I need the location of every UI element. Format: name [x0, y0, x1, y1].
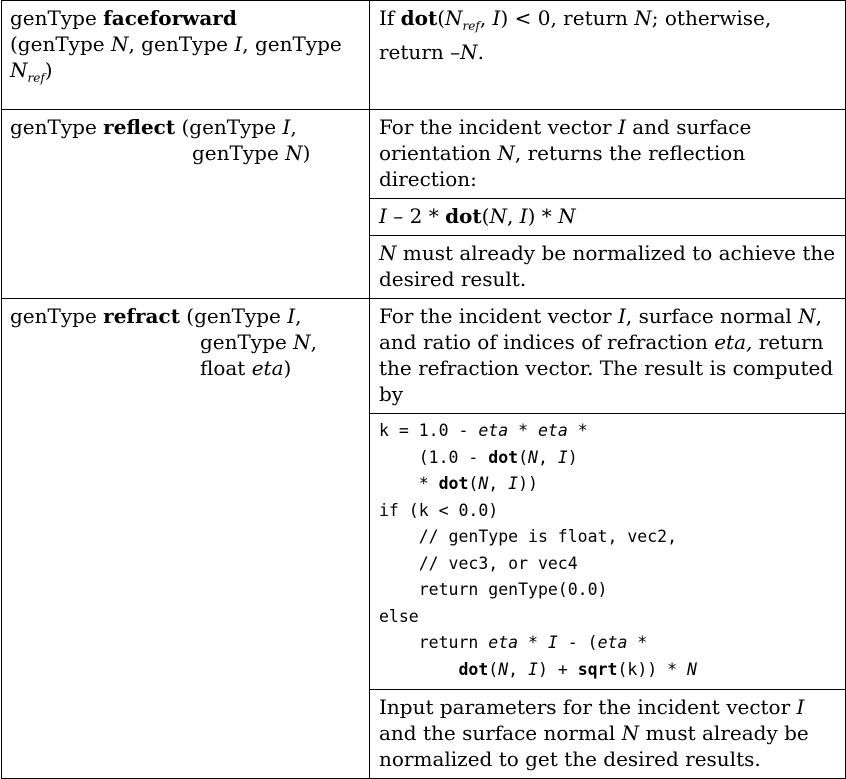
function-name-refract: refract — [103, 304, 180, 328]
table-row-reflect — [2, 110, 846, 299]
parameter-continuation: float eta) — [200, 356, 292, 380]
parameter-continuation: genType N, — [200, 330, 318, 354]
table-row-faceforward — [2, 1, 846, 110]
function-reference-table — [1, 0, 846, 779]
faceforward-description-line2: return –N. — [379, 40, 484, 64]
description-cell-refract — [370, 299, 846, 779]
return-type: genType — [10, 6, 97, 30]
description-cell-faceforward — [370, 1, 846, 110]
signature-line: genType refract (genType I, — [10, 304, 302, 328]
signature-cell-reflect — [2, 110, 370, 299]
refract-note: Input parameters for the incident vector I and the surface normal N must already be normalized to get the desired results. — [379, 695, 809, 771]
divider — [370, 689, 845, 690]
table-row-refract — [2, 299, 846, 779]
signature-cell-refract — [2, 299, 370, 779]
description-cell-reflect — [370, 110, 846, 299]
reflect-note: N must already be normalized to achieve the desired result. — [379, 241, 836, 291]
function-name-reflect: reflect — [103, 115, 176, 139]
signature-line — [10, 5, 361, 31]
divider — [370, 198, 845, 199]
refract-code-block: k = 1.0 - eta * eta * (1.0 - dot(N, I) * dot(N, I)) if (k < 0.0) // genType is float, vec2, // vec3, or vec4 return genType(0.0) else return eta * I - (eta * dot(N, I) + sqrt(k)) * N — [379, 421, 697, 679]
faceforward-description: If $dot(N_{ref}$, I) < 0, return N; otherwise, — [379, 6, 772, 33]
divider — [370, 413, 845, 414]
refract-description: For the incident vector I, surface normal N, and ratio of indices of refraction eta, return the refraction vector. The result is computed by — [379, 304, 834, 406]
reflect-description: For the incident vector I and surface orientation N, returns the reflection direction: — [379, 115, 752, 191]
signature-cell-faceforward — [2, 1, 370, 110]
function-name-faceforward: faceforward — [103, 6, 237, 30]
parameter-continuation: genType N) — [192, 141, 311, 165]
divider — [370, 235, 845, 236]
parameter-list: (genType N, genType I, genType $N_{ref}$) — [10, 32, 342, 85]
signature-line: genType reflect (genType I, — [10, 115, 297, 139]
reflect-formula: I – 2 * dot(N, I) * N — [379, 204, 576, 228]
